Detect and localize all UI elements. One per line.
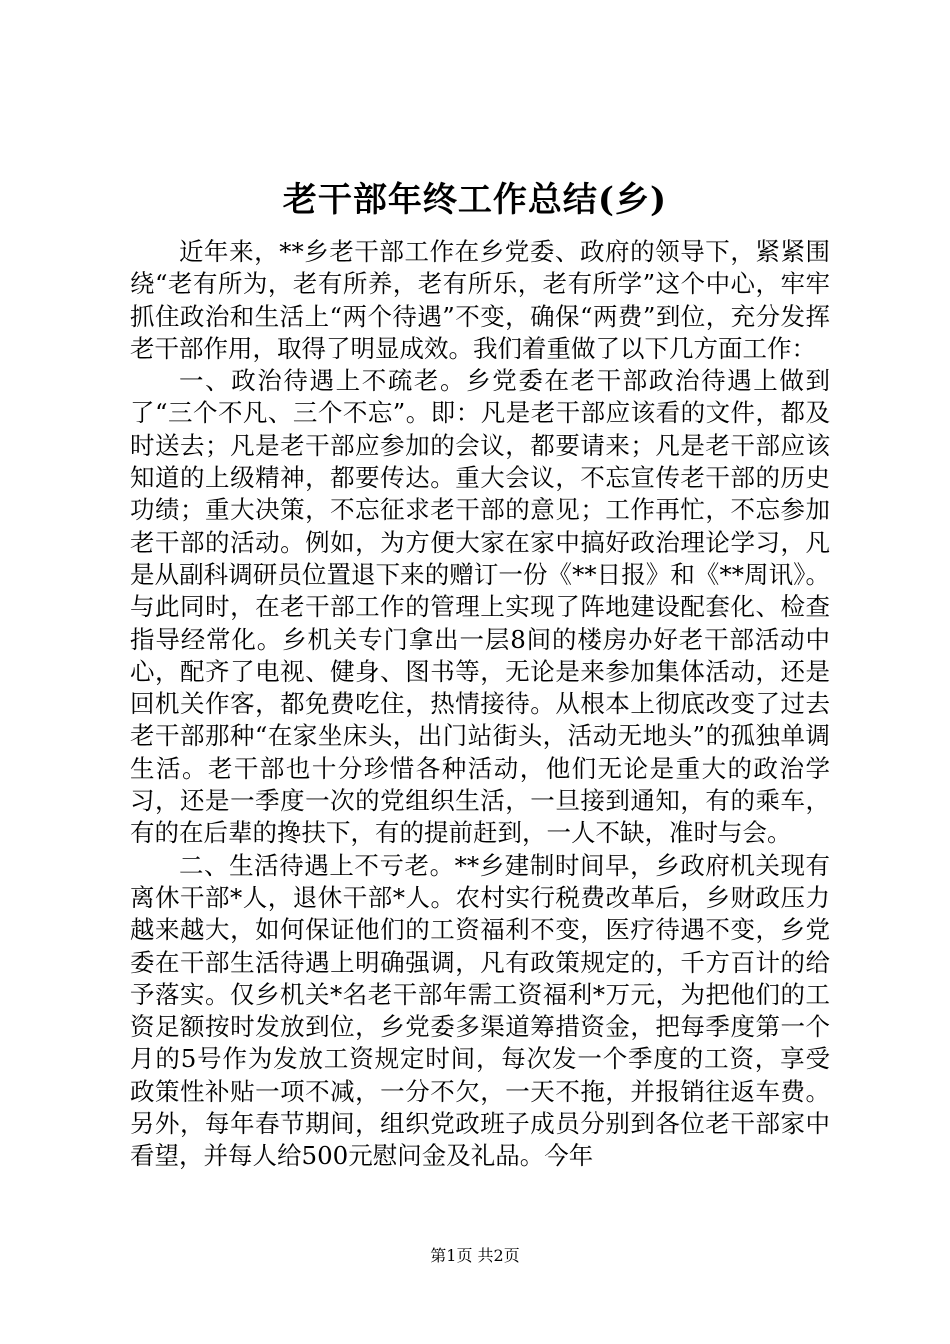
section-living-paragraph: 二、生活待遇上不亏老。**乡建制时间早，乡政府机关现有离休干部*人，退休干部*人。农村实行税费改革后，乡财政压力越来越大，如何保证他们的工资福利不变，医疗待遇不变，乡党委在干部生活待遇上明确强调，凡有政策规定的，千方百计的给予落实。仅乡机关*名老干部年需工资福利*万元，为把他们的工资足额按时发放到位，乡党委多渠道筹措资金，把每季度第一个月的5号作为发放工资规定时间，每次发一个季度的工资，享受政策性补贴一项不减，一分不欠，一天不拖，并报销往返车费。另外，每年春节期间，组织党政班子成员分别到各位老干部家中看望，并每人给500元慰问金及礼品。今年 (130, 850, 830, 1171)
section-political-paragraph: 一、政治待遇上不疏老。乡党委在老干部政治待遇上做到了“三个不凡、三个不忘”。即：凡是老干部应该看的文件，都及时送去；凡是老干部应参加的会议，都要请来；凡是老干部应该知道的上级精神，都要传达。重大会议，不忘宣传老干部的历史功绩；重大决策，不忘征求老干部的意见；工作再忙，不忘参加老干部的活动。例如，为方便大家在家中搞好政治理论学习，凡是从副科调研员位置退下来的赠订一份《**日报》和《**周讯》。与此同时，在老干部工作的管理上实现了阵地建设配套化、检查指导经常化。乡机关专门拿出一层8间的楼房办好老干部活动中心，配齐了电视、健身、图书等，无论是来参加集体活动，还是回机关作客，都免费吃住，热情接待。从根本上彻底改变了过去老干部那种“在家坐床头，出门站街头，活动无地头”的孤独单调生活。老干部也十分珍惜各种活动，他们无论是重大的政治学习，还是一季度一次的党组织生活，一旦接到通知，有的乘车，有的在后辈的搀扶下，有的提前赶到，一人不缺，准时与会。 (130, 366, 830, 848)
page-number-total: 共2页 (477, 1246, 520, 1265)
page-footer (0, 1245, 950, 1267)
intro-paragraph: 近年来，**乡老干部工作在乡党委、政府的领导下，紧紧围绕“老有所为，老有所养，老有所乐，老有所学”这个中心，牢牢抓住政治和生活上“两个待遇”不变，确保“两费”到位，充分发挥老干部作用，取得了明显成效。我们着重做了以下几方面工作： (130, 237, 830, 363)
page-number-current: 第1页 (430, 1246, 473, 1265)
document-title: 老干部年终工作总结(乡) (282, 180, 668, 220)
document-body (130, 236, 830, 1173)
